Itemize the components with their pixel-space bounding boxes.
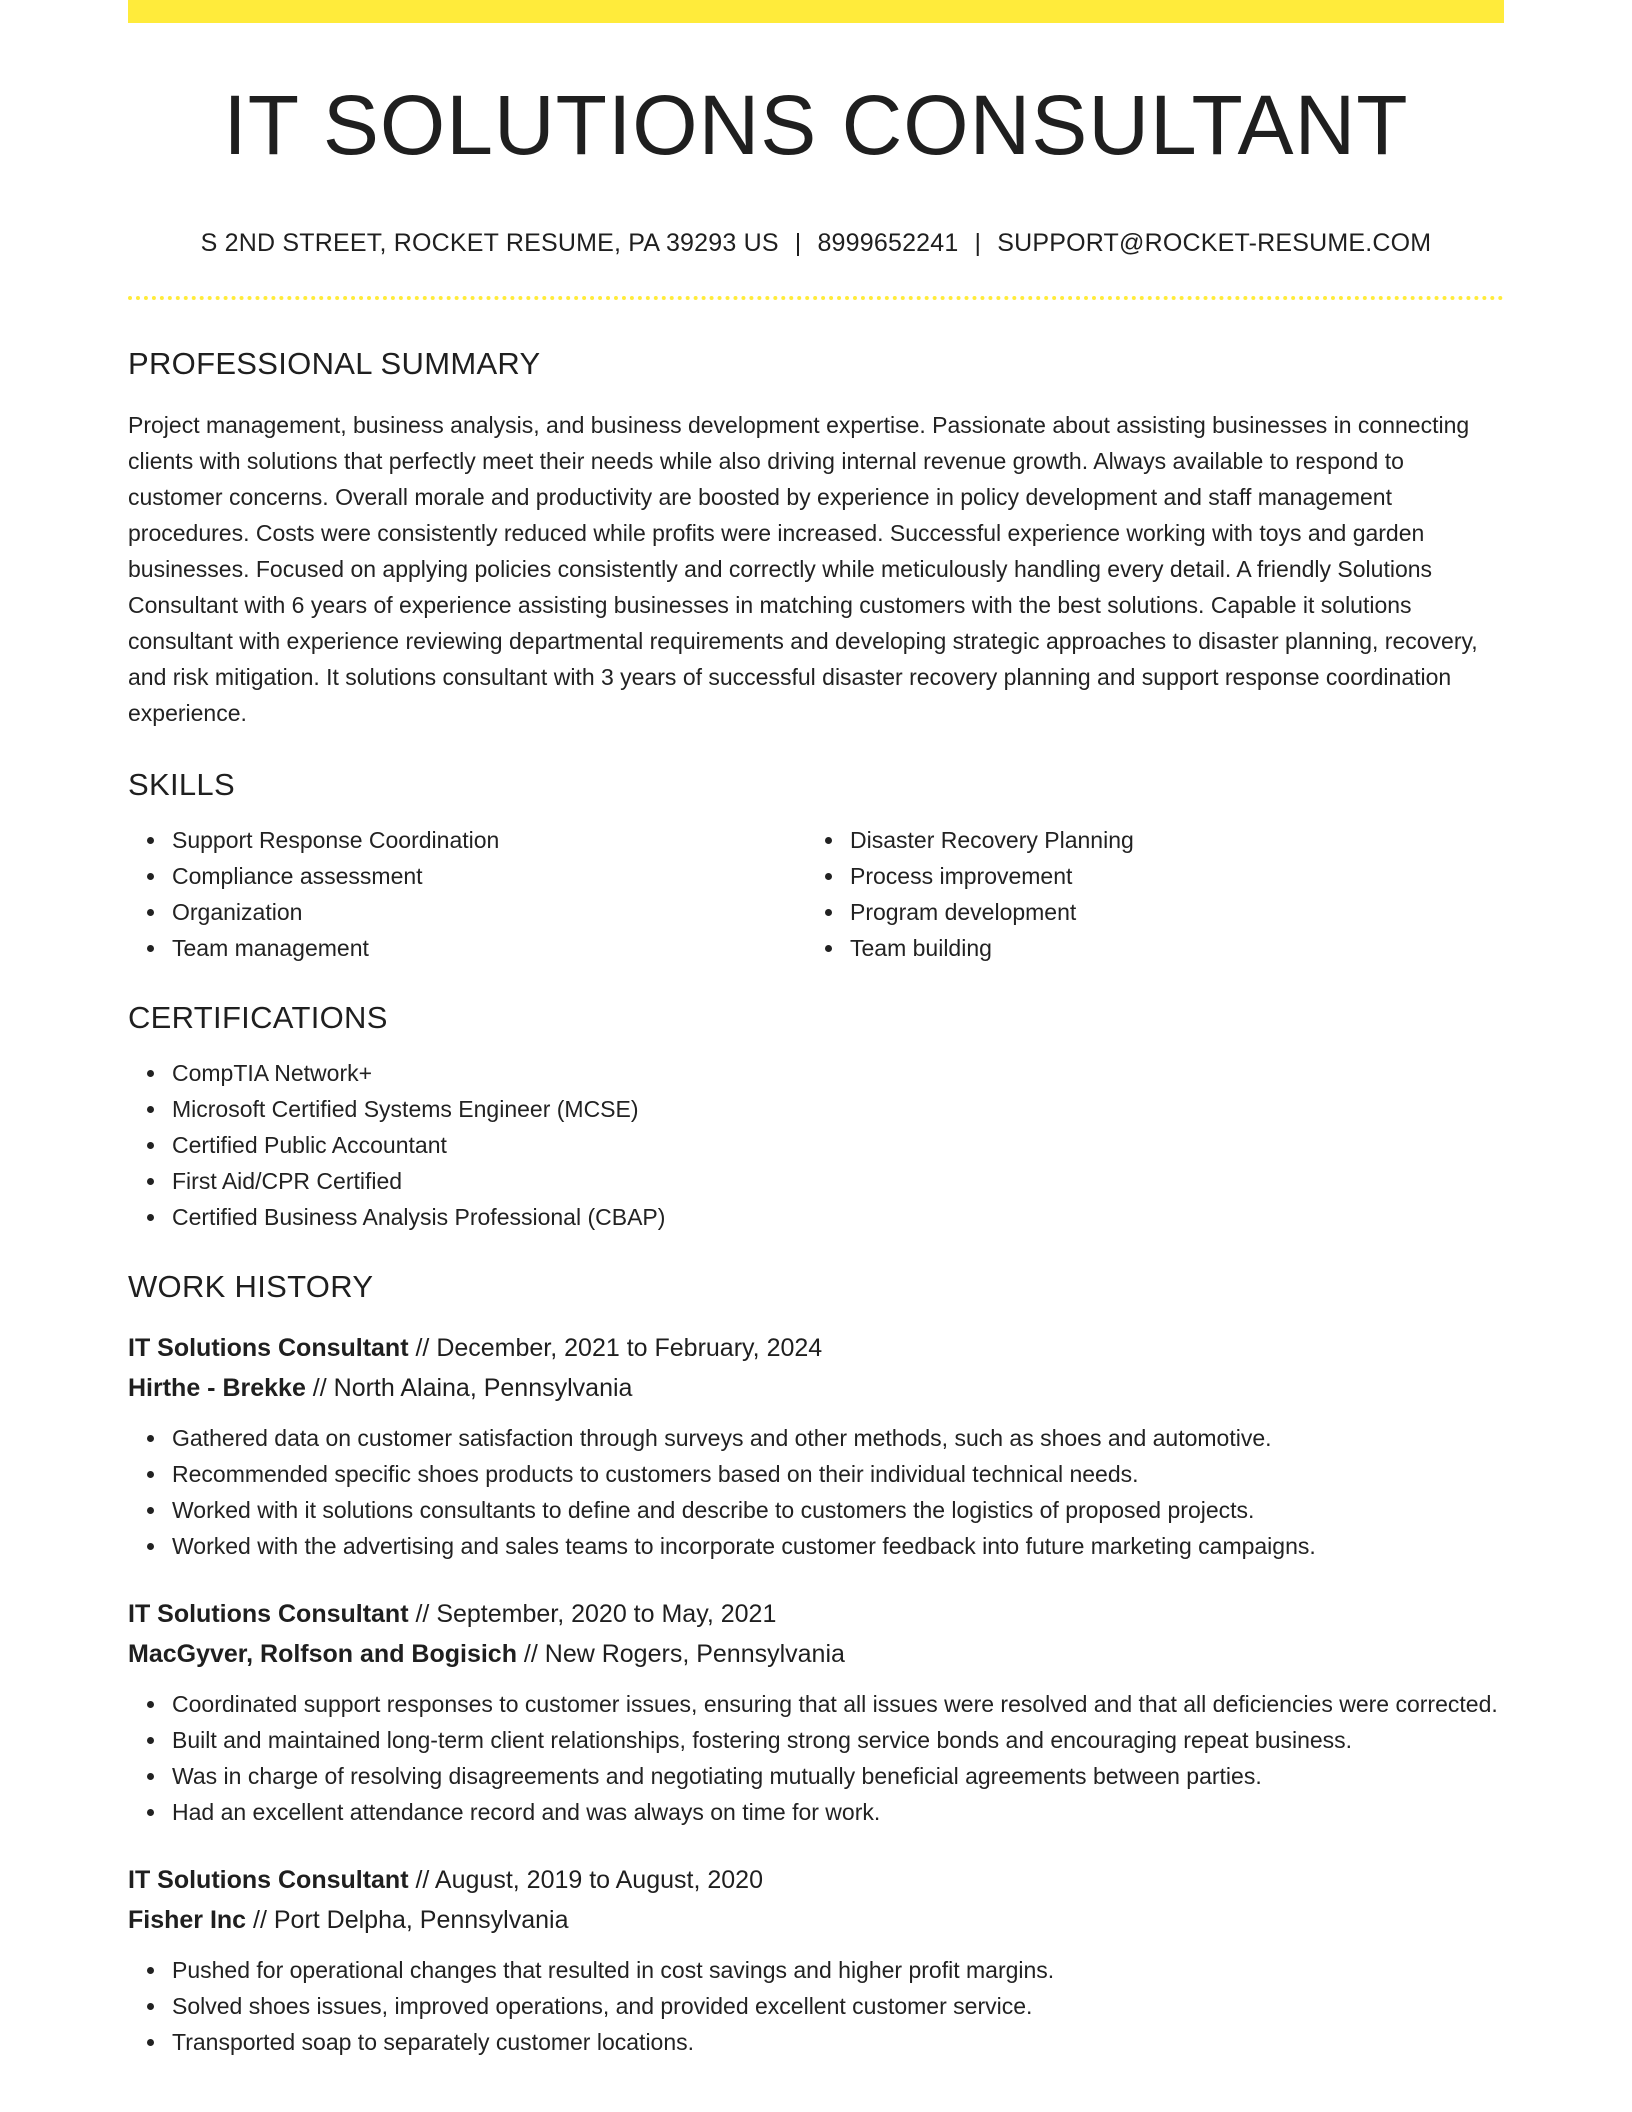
skill-item: Process improvement bbox=[850, 858, 1484, 894]
job-bullet: Coordinated support responses to customer issues, ensuring that all issues were resolved and that all deficiencies were corrected. bbox=[172, 1686, 1504, 1722]
job-bullet: Pushed for operational changes that resulted in cost savings and higher profit margins. bbox=[172, 1952, 1504, 1988]
job-bullet: Had an excellent attendance record and was always on time for work. bbox=[172, 1794, 1504, 1830]
job-entry bbox=[128, 1328, 1504, 1564]
skill-item: Support Response Coordination bbox=[172, 822, 806, 858]
certification-item: Certified Public Accountant bbox=[172, 1127, 1504, 1163]
job-bullets bbox=[128, 1952, 1504, 2060]
skills-list-left bbox=[128, 822, 806, 966]
skills-list-right bbox=[806, 822, 1484, 966]
job-bullet: Gathered data on customer satisfaction through surveys and other methods, such as shoes and automotive. bbox=[172, 1420, 1504, 1456]
job-bullet: Was in charge of resolving disagreements and negotiating mutually beneficial agreements between parties. bbox=[172, 1758, 1504, 1794]
job-location: // New Rogers, Pennsylvania bbox=[516, 1640, 845, 1668]
contact-address: S 2ND STREET, ROCKET RESUME, PA 39293 US bbox=[200, 229, 779, 257]
job-bullet: Worked with the advertising and sales teams to incorporate customer feedback into future marketing campaigns. bbox=[172, 1528, 1504, 1564]
job-company-line bbox=[128, 1900, 1504, 1940]
job-role: IT Solutions Consultant bbox=[128, 1600, 409, 1628]
certification-item: First Aid/CPR Certified bbox=[172, 1163, 1504, 1199]
skills-columns bbox=[128, 822, 1504, 966]
job-company-line bbox=[128, 1368, 1504, 1408]
contact-phone: 8999652241 bbox=[817, 229, 959, 257]
skill-item: Compliance assessment bbox=[172, 858, 806, 894]
job-bullet: Worked with it solutions consultants to define and describe to customers the logistics of proposed projects. bbox=[172, 1492, 1504, 1528]
summary-text: Project management, business analysis, and business development expertise. Passionate about assisting businesses in connecting clients with solutions that perfectly meet their needs while also driving internal revenue growth. Always available to respond to customer concerns. Overall morale and productivity are boosted by experience in policy development and staff management procedures. Costs were consistently reduced while profits were increased. Successful experience working with toys and garden businesses. Focused on applying policies consistently and correctly while meticulously handling every detail. A friendly Solutions Consultant with 6 years of experience assisting businesses in matching customers with the best solutions. Capable it solutions consultant with experience reviewing departmental requirements and developing strategic approaches to disaster planning, recovery, and risk mitigation. It solutions consultant with 3 years of successful disaster recovery planning and support response coordination experience. bbox=[128, 412, 1478, 726]
contact-separator: | bbox=[794, 229, 802, 257]
dotted-divider bbox=[128, 296, 1504, 300]
skill-item: Team building bbox=[850, 930, 1484, 966]
job-bullet: Built and maintained long-term client relationships, fostering strong service bonds and encouraging repeat business. bbox=[172, 1722, 1504, 1758]
skill-item: Organization bbox=[172, 894, 806, 930]
job-bullet: Solved shoes issues, improved operations, and provided excellent customer service. bbox=[172, 1988, 1504, 2024]
accent-top-bar bbox=[128, 0, 1504, 23]
job-location: // Port Delpha, Pennsylvania bbox=[246, 1906, 569, 1934]
contact-line bbox=[128, 231, 1504, 256]
skill-item: Disaster Recovery Planning bbox=[850, 822, 1484, 858]
job-bullet: Recommended specific shoes products to customers based on their individual technical needs. bbox=[172, 1456, 1504, 1492]
job-entry bbox=[128, 1594, 1504, 1830]
job-company-line bbox=[128, 1634, 1504, 1674]
job-role-line bbox=[128, 1860, 1504, 1900]
job-entry bbox=[128, 1860, 1504, 2060]
skill-item: Program development bbox=[850, 894, 1484, 930]
job-location: // North Alaina, Pennsylvania bbox=[305, 1374, 633, 1402]
job-role-line bbox=[128, 1328, 1504, 1368]
job-role-line bbox=[128, 1594, 1504, 1634]
certification-item: Microsoft Certified Systems Engineer (MCSE) bbox=[172, 1091, 1504, 1127]
section-title-work-history: WORK HISTORY bbox=[128, 1269, 374, 1304]
job-bullets bbox=[128, 1420, 1504, 1564]
section-title-skills: SKILLS bbox=[128, 767, 235, 802]
skill-item: Team management bbox=[172, 930, 806, 966]
job-role: IT Solutions Consultant bbox=[128, 1334, 409, 1362]
job-dates: // September, 2020 to May, 2021 bbox=[408, 1600, 777, 1628]
job-company: Hirthe - Brekke bbox=[128, 1374, 306, 1402]
contact-email: SUPPORT@ROCKET-RESUME.COM bbox=[997, 229, 1432, 257]
job-bullets bbox=[128, 1686, 1504, 1830]
section-title-certifications: CERTIFICATIONS bbox=[128, 1000, 388, 1035]
certification-item: CompTIA Network+ bbox=[172, 1055, 1504, 1091]
job-role: IT Solutions Consultant bbox=[128, 1866, 409, 1894]
certifications-list bbox=[128, 1055, 1504, 1235]
contact-separator: | bbox=[974, 229, 982, 257]
section-title-summary: PROFESSIONAL SUMMARY bbox=[128, 346, 541, 381]
job-bullet: Transported soap to separately customer locations. bbox=[172, 2024, 1504, 2060]
job-dates: // December, 2021 to February, 2024 bbox=[408, 1334, 823, 1362]
job-company: Fisher Inc bbox=[128, 1906, 247, 1934]
certification-item: Certified Business Analysis Professional (CBAP) bbox=[172, 1199, 1504, 1235]
job-dates: // August, 2019 to August, 2020 bbox=[408, 1866, 763, 1894]
job-company: MacGyver, Rolfson and Bogisich bbox=[128, 1640, 517, 1668]
resume-name-title: IT SOLUTIONS CONSULTANT bbox=[223, 78, 1409, 172]
resume-page bbox=[128, 0, 1504, 2060]
